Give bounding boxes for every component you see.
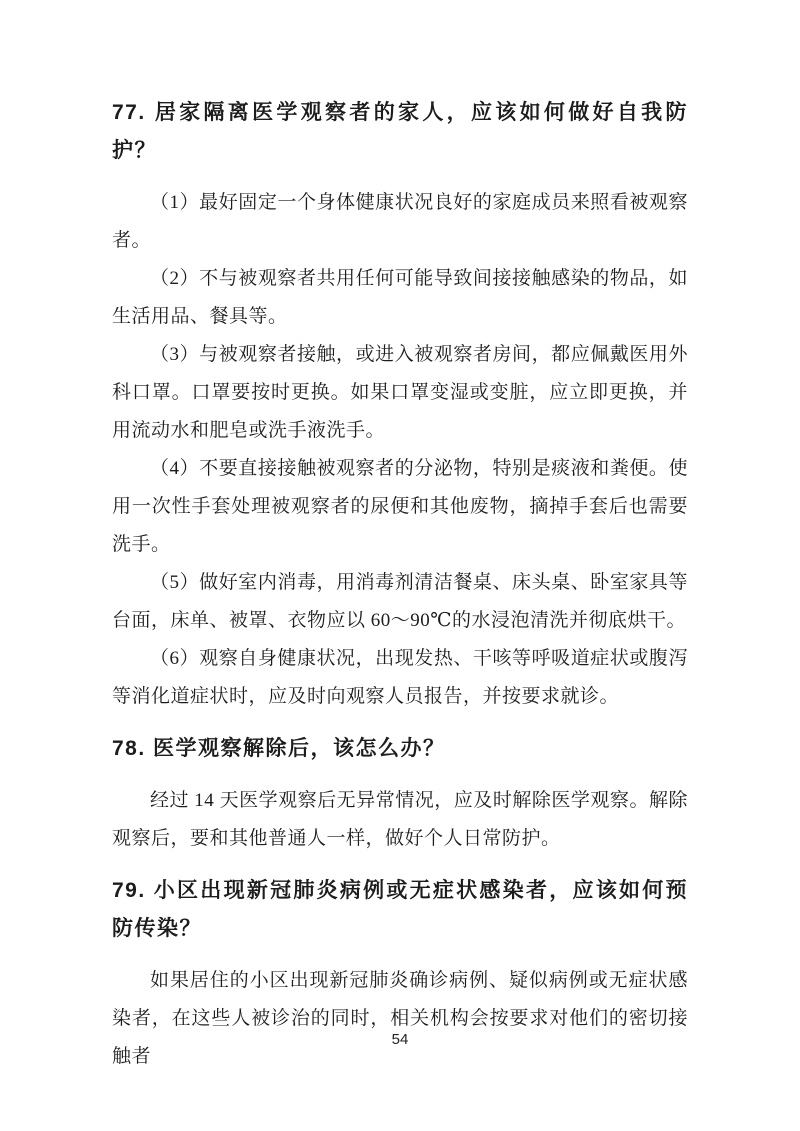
answer-78-paragraph-1: 经过 14 天医学观察后无异常情况，应及时解除医学观察。解除观察后，要和其他普通人一样，做好个人日常防护。 <box>112 790 688 849</box>
answer-77-paragraph-6: （6）观察自身健康状况，出现发热、干咳等呼吸道症状或腹泻等消化道症状时，应及时向观察人员报告，并按要求就诊。 <box>112 648 688 707</box>
answer-77-paragraph-1: （1）最好固定一个身体健康状况良好的家庭成员来照看被观察者。 <box>112 192 688 251</box>
answer-77-paragraph-4: （4）不要直接接触被观察者的分泌物，特别是痰液和粪便。使用一次性手套处理被观察者的尿便和其他废物，摘掉手套后也需要洗手。 <box>112 458 688 555</box>
question-77-heading: 77. 居家隔离医学观察者的家人，应该如何做好自我防护？ <box>112 101 688 162</box>
answer-77-paragraph-3: （3）与被观察者接触，或进入被观察者房间，都应佩戴医用外科口罩。口罩要按时更换。如果口罩变湿或变脏，应立即更换，并用流动水和肥皂或洗手液洗手。 <box>112 344 688 441</box>
qa-section-78 <box>112 730 688 858</box>
page-number: 54 <box>391 1031 409 1048</box>
answer-77-paragraph-5: （5）做好室内消毒，用消毒剂清洁餐桌、床头桌、卧室家具等台面，床单、被罩、衣物应以 60～90℃的水浸泡清洗并彻底烘干。 <box>112 572 688 631</box>
qa-section-77 <box>112 94 688 716</box>
answer-79-paragraph-1: 如果居住的小区出现新冠肺炎确诊病例、疑似病例或无症状感染者，在这些人被诊治的同时，相关机构会按要求对他们的密切接触者 <box>112 970 688 1067</box>
answer-77-paragraph-2: （2）不与被观察者共用任何可能导致间接接触感染的物品，如生活用品、餐具等。 <box>112 268 688 327</box>
question-79-heading: 79. 小区出现新冠肺炎病例或无症状感染者，应该如何预防传染？ <box>112 879 688 940</box>
question-78-heading: 78. 医学观察解除后，该怎么办？ <box>112 737 446 760</box>
